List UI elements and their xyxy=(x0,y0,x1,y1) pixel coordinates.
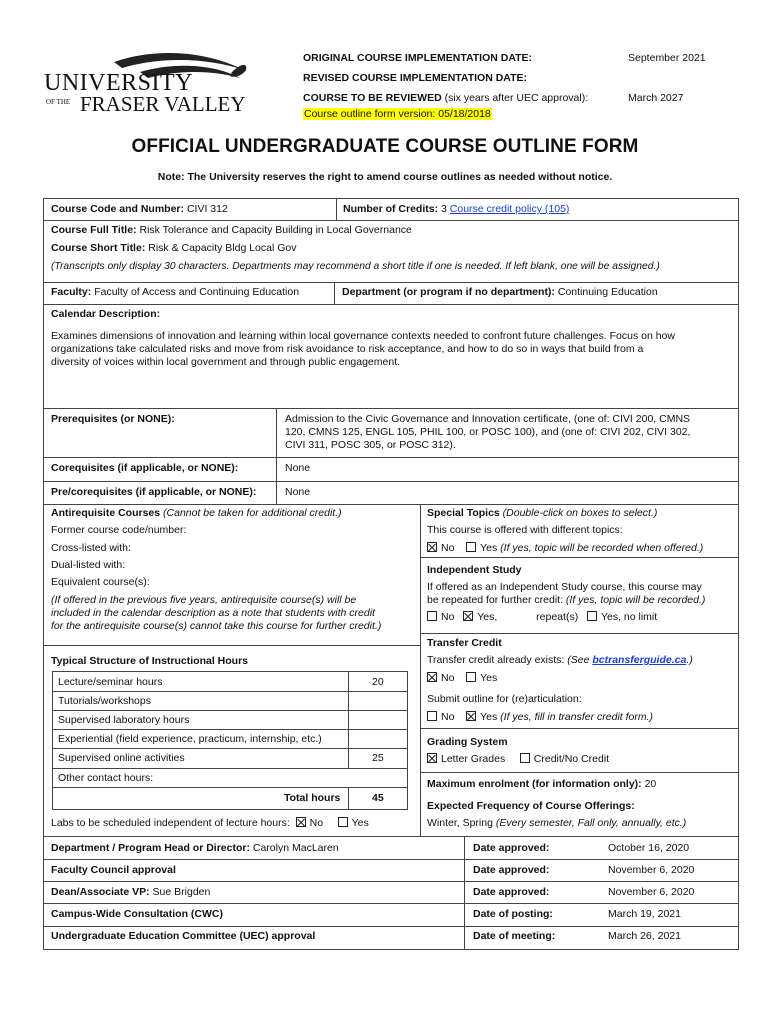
ufv-logo xyxy=(44,48,249,120)
approval-uec: Undergraduate Education Committee (UEC) approval xyxy=(51,930,316,942)
prereq-line-2: 120, CMNS 125, ENGL 105, PHIL 100, or POSC 100), and (one of: CIVI 202, CIVI 302, xyxy=(285,426,691,438)
letter-grades-checkbox[interactable] xyxy=(427,753,437,763)
independent-yes-checkbox[interactable] xyxy=(463,611,473,621)
total-hours-value: 45 xyxy=(372,792,384,804)
logo-fraser-valley: FRASER VALLEY xyxy=(80,92,246,116)
equivalent-courses: Equivalent course(s): xyxy=(51,576,150,588)
calendar-label: Calendar Description: xyxy=(51,308,161,320)
logo-of-the: OF THE xyxy=(46,98,71,106)
grading-heading: Grading System xyxy=(427,736,508,748)
approval-date-0: October 16, 2020 xyxy=(608,842,690,854)
credit-policy-link[interactable]: Course credit policy (105) xyxy=(449,203,570,215)
special-no-checkbox[interactable] xyxy=(427,542,437,552)
independent-no-checkbox[interactable] xyxy=(427,611,437,621)
prereq-line-3: CIVI 311, POSC 305, or POSC 312). xyxy=(285,439,456,451)
former-code: Former course code/number: xyxy=(51,524,187,536)
approval-date-label-3: Date of posting: xyxy=(473,908,553,920)
orig-impl-label: ORIGINAL COURSE IMPLEMENTATION DATE: xyxy=(303,52,533,64)
course-code: Course Code and Number: CIVI 312 xyxy=(51,203,228,215)
hours-row-lecture: Lecture/seminar hours xyxy=(58,676,163,688)
bctransferguide-link[interactable]: bctransferguide.ca xyxy=(592,654,687,666)
dual-listed: Dual-listed with: xyxy=(51,559,126,571)
approval-date-4: March 26, 2021 xyxy=(608,930,681,942)
articulation-no-checkbox[interactable] xyxy=(427,711,437,721)
revised-impl-label: REVISED COURSE IMPLEMENTATION DATE: xyxy=(303,72,528,84)
approval-date-3: March 19, 2021 xyxy=(608,908,681,920)
approval-date-1: November 6, 2020 xyxy=(608,864,695,876)
department: Department (or program if no department): Continuing Education xyxy=(342,286,658,298)
credit-no-credit-checkbox[interactable] xyxy=(520,753,530,763)
approval-faculty-council: Faculty Council approval xyxy=(51,864,176,876)
review-value: March 2027 xyxy=(628,92,684,104)
independent-line-1: If offered as an Independent Study course, this course may xyxy=(427,581,702,593)
approval-dept-head: Department / Program Head or Director: Carolyn MacLaren xyxy=(51,842,339,854)
approval-date-2: November 6, 2020 xyxy=(608,886,695,898)
precoreq-value: None xyxy=(285,486,311,498)
calendar-line-1: Examines dimensions of innovation and learning within local governance contexts needed to confront future challenges. Focus on how xyxy=(51,330,675,342)
transfer-yes-checkbox[interactable] xyxy=(466,672,476,682)
form-version: Course outline form version: 05/18/2018 xyxy=(304,108,491,120)
credits: Number of Credits: 3 Course credit policy (105) xyxy=(343,203,570,215)
transfer-exists-options: No Yes xyxy=(427,672,497,685)
faculty: Faculty: Faculty of Access and Continuing Education xyxy=(51,286,300,298)
frequency-value: Winter, Spring (Every semester, Fall only, annually, etc.) xyxy=(427,817,687,829)
special-topics-options: No Yes (If yes, topic will be recorded when offered.) xyxy=(427,542,703,555)
hours-heading: Typical Structure of Instructional Hours xyxy=(51,655,248,667)
prereq-label: Prerequisites (or NONE): xyxy=(51,413,175,425)
hours-row-online: Supervised online activities xyxy=(58,752,185,764)
transfer-heading: Transfer Credit xyxy=(427,637,502,649)
frequency-label: Expected Frequency of Course Offerings: xyxy=(427,800,635,812)
approval-date-label-0: Date approved: xyxy=(473,842,550,854)
review-label-line xyxy=(303,92,588,104)
approval-date-label-1: Date approved: xyxy=(473,864,550,876)
independent-nolimit-checkbox[interactable] xyxy=(587,611,597,621)
approval-date-label-2: Date approved: xyxy=(473,886,550,898)
short-title: Course Short Title: Risk & Capacity Bldg Local Gov xyxy=(51,242,297,254)
transfer-no-checkbox[interactable] xyxy=(427,672,437,682)
precoreq-label: Pre/corequisites (if applicable, or NONE): xyxy=(51,486,257,498)
antireq-note-1: (If offered in the previous five years, antirequisite course(s) will be xyxy=(51,594,357,606)
transfer-submit: Submit outline for (re)articulation: xyxy=(427,693,582,705)
articulation-yes-checkbox[interactable] xyxy=(466,711,476,721)
approval-dean: Dean/Associate VP: Sue Brigden xyxy=(51,886,211,898)
coreq-label: Corequisites (if applicable, or NONE): xyxy=(51,462,239,474)
transfer-exists: Transfer credit already exists: (See bctransferguide.ca.) xyxy=(427,654,693,666)
special-topics-heading: Special Topics (Double-click on boxes to select.) xyxy=(427,507,658,519)
hours-value-online: 25 xyxy=(372,752,384,764)
page-title: OFFICIAL UNDERGRADUATE COURSE OUTLINE FORM xyxy=(131,136,639,157)
prereq-line-1: Admission to the Civic Governance and Innovation certificate, (one of: CIVI 200, CMNS xyxy=(285,413,691,425)
hours-row-tutorials: Tutorials/workshops xyxy=(58,695,151,707)
hours-row-lab: Supervised laboratory hours xyxy=(58,714,190,726)
total-hours-label: Total hours xyxy=(284,792,341,804)
cross-listed: Cross-listed with: xyxy=(51,542,131,554)
hours-row-other: Other contact hours: xyxy=(58,772,154,784)
full-title: Course Full Title: Risk Tolerance and Capacity Building in Local Governance xyxy=(51,224,412,236)
antireq-note-2: included in the calendar description as a note that students with credit xyxy=(51,607,375,619)
review-paren: (six years after UEC approval): xyxy=(444,92,589,104)
transcript-note: (Transcripts only display 30 characters. Departments may recommend a short title if one is needed. If left blank, one will be assigned.) xyxy=(51,261,660,272)
coreq-value: None xyxy=(285,462,311,474)
calendar-line-3: diversity of voices within local government and through public engagement. xyxy=(51,356,401,368)
antireq-note-3: for the antirequisite course(s) cannot take this course for further credit.) xyxy=(51,620,382,632)
orig-impl-value: September 2021 xyxy=(628,52,706,64)
transfer-submit-options: No Yes (If yes, fill in transfer credit form.) xyxy=(427,711,653,724)
max-enrolment: Maximum enrolment (for information only): 20 xyxy=(427,778,657,790)
labs-no-checkbox[interactable] xyxy=(296,817,306,827)
approval-cwc: Campus-Wide Consultation (CWC) xyxy=(51,908,223,920)
independent-options: No Yes, repeat(s) Yes, no limit xyxy=(427,611,657,624)
labs-line: Labs to be scheduled independent of lecture hours: No Yes xyxy=(51,817,369,829)
special-topics-line: This course is offered with different topics: xyxy=(427,524,623,536)
hours-value-lecture: 20 xyxy=(372,676,384,688)
logo-university: UNIVERSITY xyxy=(44,70,193,96)
grading-options: Letter Grades Credit/No Credit xyxy=(427,753,609,766)
independent-line-2: be repeated for further credit: (If yes, topic will be recorded.) xyxy=(427,594,706,606)
review-label: COURSE TO BE REVIEWED xyxy=(303,92,442,104)
approval-date-label-4: Date of meeting: xyxy=(473,930,556,942)
amend-note: Note: The University reserves the right to amend course outlines as needed without notice. xyxy=(157,171,613,183)
hours-row-experiential: Experiential (field experience, practicum, internship, etc.) xyxy=(58,733,322,745)
labs-yes-checkbox[interactable] xyxy=(338,817,348,827)
special-yes-checkbox[interactable] xyxy=(466,542,476,552)
independent-heading: Independent Study xyxy=(427,564,522,576)
antireq-heading: Antirequisite Courses (Cannot be taken for additional credit.) xyxy=(51,507,342,519)
calendar-line-2: organizations take calculated risks and move from risk avoidance to risk acceptance, and how to do so in ways that build from a xyxy=(51,343,644,355)
